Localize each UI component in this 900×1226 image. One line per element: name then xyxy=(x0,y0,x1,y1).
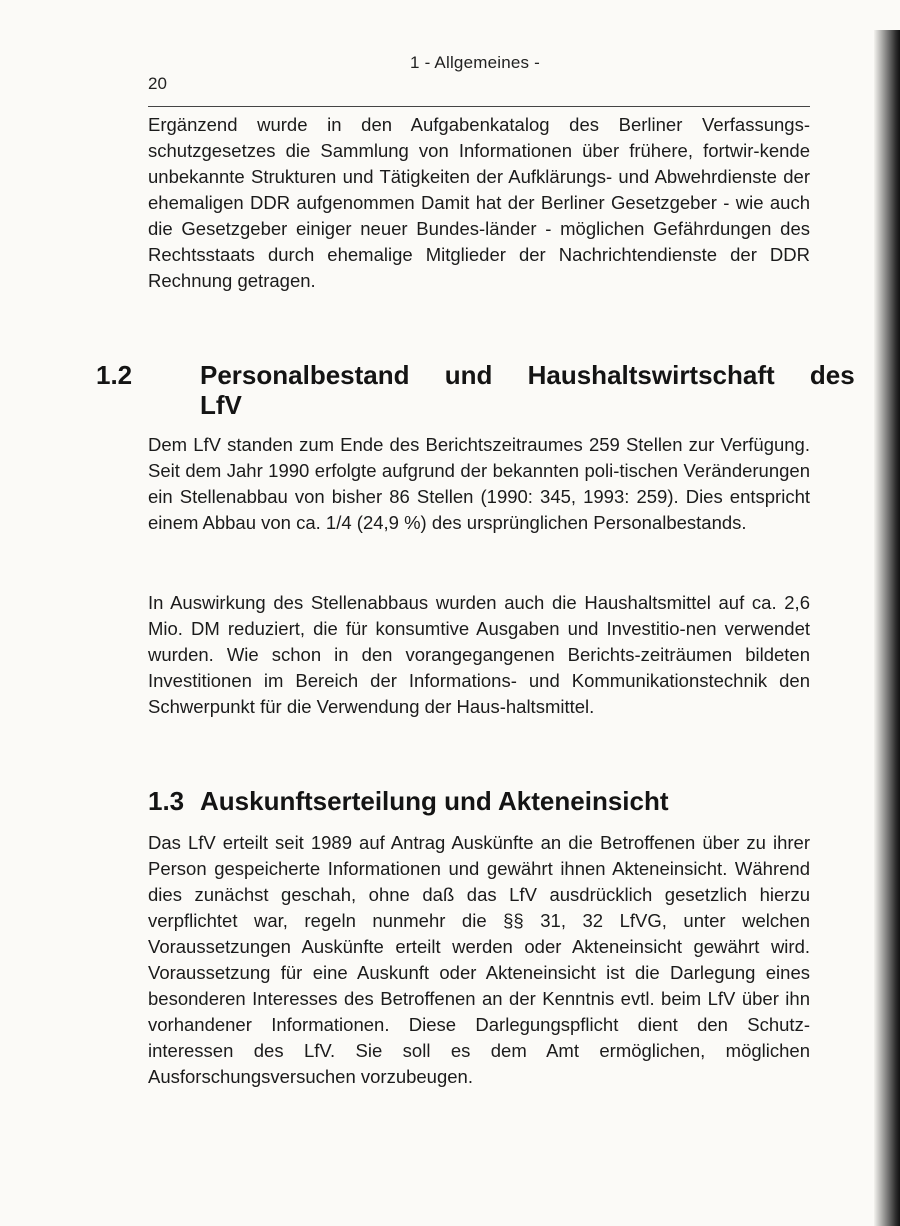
section-heading-1-3 xyxy=(148,786,810,816)
section-heading-1-2 xyxy=(96,360,862,420)
page-edge-shadow xyxy=(874,30,900,1226)
intro-paragraph: Ergänzend wurde in den Aufgabenkatalog des Berliner Verfassungs-schutzgesetzes die Sammlung von Informationen über frühere, fortwir-kende unbekannte Strukturen und Tätigkeiten der Aufklärungs- und Abwehrdienste der ehemaligen DDR aufgenommen Damit hat der Berliner Gesetzgeber - wie auch die Gesetzgeber einiger neuer Bundes-länder - möglichen Gefährdungen des Rechtsstaats durch ehemalige Mitglieder der Nachrichtendienste der DDR Rechnung getragen. xyxy=(148,114,810,291)
running-head: 1 - Allgemeines - xyxy=(410,53,541,72)
section-1-2-paragraph-2: In Auswirkung des Stellenabbaus wurden auch die Haushaltsmittel auf ca. 2,6 Mio. DM reduziert, die für konsumtive Ausgaben und Investitio-nen verwendet wurden. Wie schon in den vorangegangenen Berichts-zeiträumen bildeten Investitionen im Bereich der Informations- und Kommunikationstechnik den Schwerpunkt für die Verwendung der Haus-haltsmittel. xyxy=(148,592,810,717)
page-number: 20 xyxy=(148,74,167,93)
section-number: 1.2 xyxy=(96,360,133,390)
header-rule xyxy=(148,106,810,107)
section-1-2-paragraph-1: Dem LfV standen zum Ende des Berichtszeitraumes 259 Stellen zur Verfügung. Seit dem Jahr 1990 erfolgte aufgrund der bekannten poli-tischen Veränderungen ein Stellenabbau von bisher 86 Stellen (1990: 345, 1993: 259). Dies entspricht einem Abbau von ca. 1/4 (24,9 %) des ursprünglichen Personalbestands. xyxy=(148,434,810,533)
section-1-3-paragraph: Das LfV erteilt seit 1989 auf Antrag Auskünfte an die Betroffenen über zu ihrer Person gespeicherte Informationen und gewährt ihnen Akteneinsicht. Während dies zunächst geschah, ohne daß das LfV ausdrücklich gesetzlich hierzu verpflichtet war, regeln nunmehr die §§ 31, 32 LfVG, unter welchen Voraussetzungen Auskünfte erteilt werden oder Akteneinsicht gewährt wird. Voraussetzung für eine Auskunft oder Akteneinsicht ist die Darlegung eines besonderen Interesses des Betroffenen an der Kenntnis evtl. beim LfV über ihn vorhandener Informationen. Diese Darlegungspflicht dient den Schutz-interessen des LfV. Sie soll es dem Amt ermöglichen, möglichen Ausforschungsversuchen vorzubeugen. xyxy=(148,832,810,1087)
section-title: Auskunftserteilung und Akteneinsicht xyxy=(200,786,669,816)
section-title: Personalbestand und Haushaltswirtschaft des LfV xyxy=(200,360,855,420)
section-number: 1.3 xyxy=(148,786,185,816)
